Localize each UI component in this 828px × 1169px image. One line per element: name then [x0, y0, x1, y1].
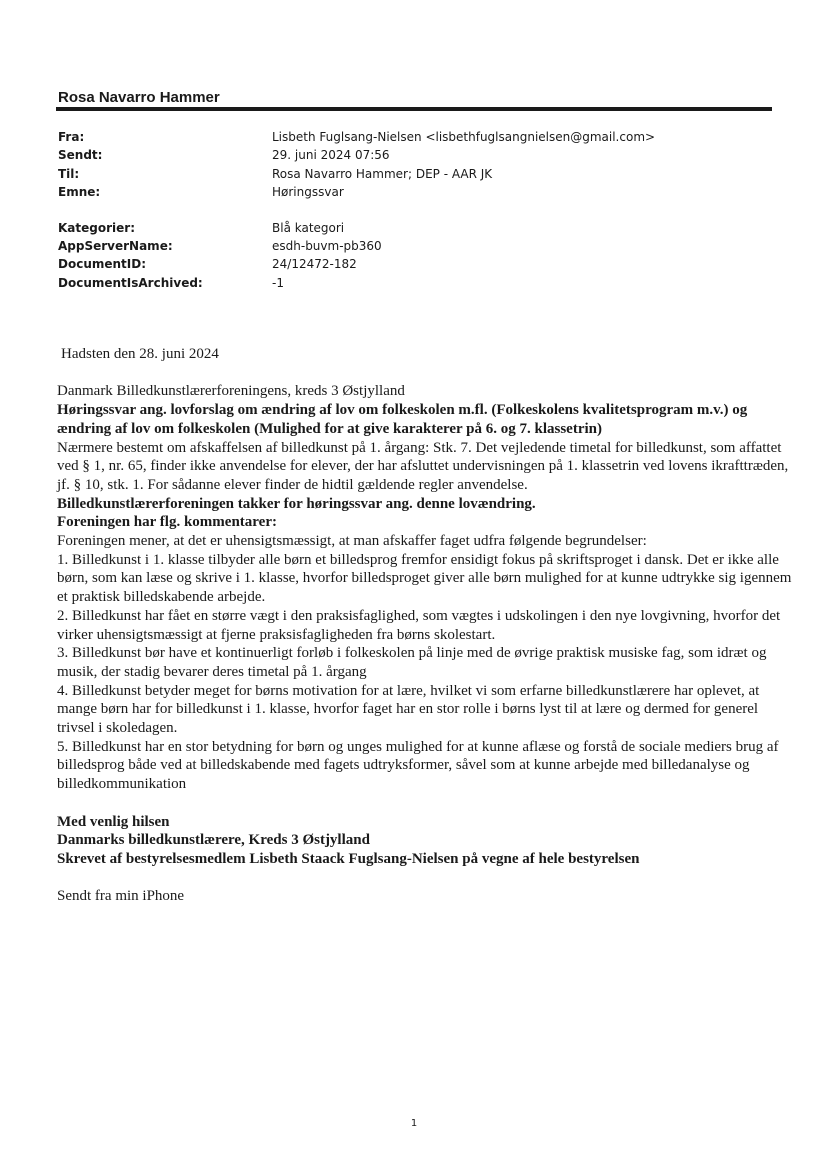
meta-sent-label: Sendt:: [58, 148, 103, 163]
meta-appserver-value: esdh-buvm-pb360: [272, 238, 382, 253]
meta-appserver-row: [58, 237, 758, 255]
meta-from-label: Fra:: [58, 130, 85, 144]
letter-heading: Høringssvar ang. lovforslag om ændring af lov om folkeskolen m.fl. (Folkeskolens kvalitetsprogram m.v.) og ændring af lov om folkeskolen (Mulighed for at give karakterer på 6. og 7. klassetrin): [57, 402, 748, 437]
meta-to-row: [58, 165, 758, 183]
letter-point: 1. Billedkunst i 1. klasse tilbyder alle børn et billedsprog fremfor ensidigt fokus på skriftsproget i dansk. Det er ikke alle børn, som kan læse og skrive i 1. klasse, hvorfor billedsproget giver alle børn mulighed for at kunne udtrykke sig igennem et praktisk billedskabende arbejde.: [57, 551, 792, 606]
meta-documentid-row: [58, 255, 758, 273]
letter-place-date: Hadsten den 28. juni 2024: [61, 346, 219, 362]
meta-from-value: Lisbeth Fuglsang-Nielsen <lisbethfuglsangnielsen@gmail.com>: [272, 130, 656, 144]
letter-signature-author: Skrevet af bestyrelsesmedlem Lisbeth Staack Fuglsang-Nielsen på vegne af hele bestyrelsen: [57, 850, 640, 867]
meta-categories-value: Blå kategori: [272, 220, 345, 235]
meta-archived-label: DocumentIsArchived:: [58, 275, 203, 290]
letter-sent-from: Sendt fra min iPhone: [57, 888, 185, 905]
meta-sent-value: 29. juni 2024 07:56: [272, 148, 390, 163]
letter-greeting: Med venlig hilsen: [57, 813, 170, 830]
meta-categories-label: Kategorier:: [58, 220, 135, 235]
meta-to-label: Til:: [58, 166, 80, 181]
letter-point: 5. Billedkunst har en stor betydning for børn og unges mulighed for at kunne aflæse og forstå de sociale mediers brug af billedsprog både ved at billedskabende med fagets udtryksformer, såvel som at kunne arbejde med billedanalyse og billedkommunikation: [57, 738, 779, 793]
letter-thanks: Billedkunstlærerforeningen takker for høringssvar ang. denne lovændring.: [57, 495, 536, 512]
letter-comments-heading: Foreningen har flg. kommentarer:: [57, 514, 277, 531]
letter-point: 2. Billedkunst har fået en større vægt i den praksisfaglighed, som vægtes i udskolingen i den nye lovgivning, hvorfor det virker uhensigtsmæssigt at fjerne praksisfagligheden fra børns skolestart.: [57, 607, 781, 643]
meta-from-row: [58, 128, 758, 146]
meta-sent-row: [58, 146, 758, 164]
meta-archived-row: [58, 274, 758, 292]
letter-spacer: [57, 364, 792, 383]
meta-categories-row: [58, 219, 758, 237]
letter-signature-org: Danmarks billedkunstlærere, Kreds 3 Østjylland: [57, 832, 370, 849]
page-number: 1: [410, 1118, 418, 1129]
letter-spacer: [57, 869, 792, 888]
letter-body: [57, 345, 792, 906]
mailbox-owner-name: Rosa Navarro Hammer: [58, 89, 220, 106]
meta-documentid-label: DocumentID:: [58, 257, 147, 272]
meta-subject-value: Høringssvar: [272, 185, 344, 200]
letter-sender-org: Danmark Billedkunstlærerforeningens, kreds 3 Østjylland: [57, 383, 405, 400]
email-metadata: [58, 128, 758, 292]
meta-archived-value: -1: [272, 275, 284, 290]
meta-to-value: Rosa Navarro Hammer; DEP - AAR JK: [272, 166, 493, 181]
meta-appserver-label: AppServerName:: [58, 238, 173, 253]
letter-spacer: [57, 794, 792, 813]
meta-spacer: [58, 202, 758, 219]
meta-subject-label: Emne:: [58, 185, 101, 200]
letter-point: 4. Billedkunst betyder meget for børns motivation for at lære, hvilket vi som erfarne billedkunstlærere har oplevet, at mange børn har for billedkunst i 1. klasse, hvorfor faget har en stor rolle i børns lyst til at lære og dermed for generel trivsel i skoledagen.: [57, 682, 760, 737]
letter-point: 3. Billedkunst bør have et kontinuerligt forløb i folkeskolen på linje med de øvrige praktisk musiske fag, som idræt og musik, der stadig bevarer deres timetal på 1. årgang: [57, 645, 767, 680]
letter-comments-intro: Foreningen mener, at det er uhensigtsmæssigt, at man afskaffer faget udfra følgende begrundelser:: [57, 533, 647, 550]
header-divider: [56, 107, 772, 111]
meta-subject-row: [58, 183, 758, 201]
letter-intro: Nærmere bestemt om afskaffelsen af billedkunst på 1. årgang: Stk. 7. Det vejledende timetal for billedkunst, som affattet ved § 1, nr. 65, finder ikke anvendelse for elever, der har afsluttet undervisningen på 1. klassetrin ved lovens ikrafttræden, jf. § 10, stk. 1. For sådanne elever finder de hidtil gældende regler anvendelse.: [57, 439, 789, 493]
meta-documentid-value: 24/12472-182: [272, 257, 357, 272]
